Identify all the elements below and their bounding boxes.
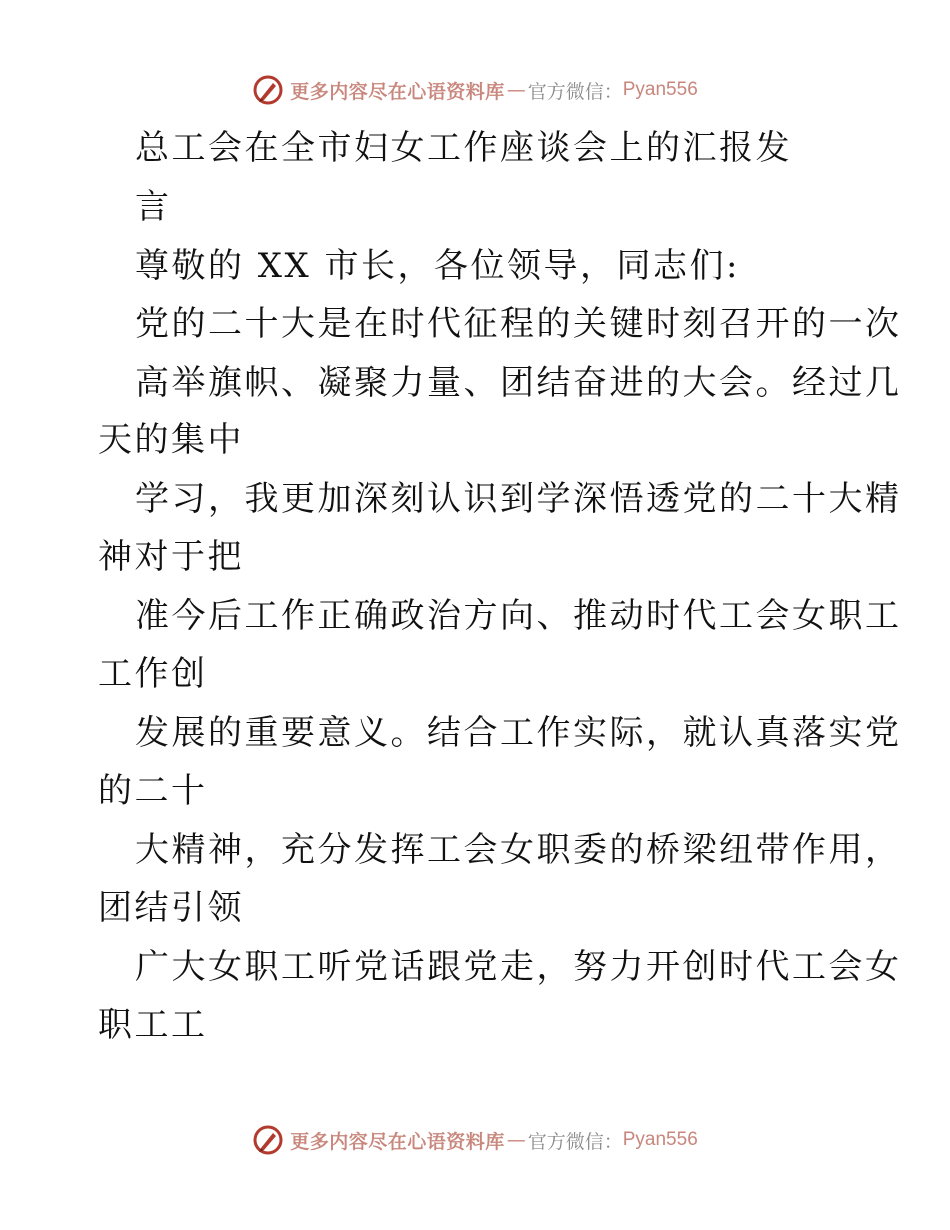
watermark-brand: 更多内容尽在心语资料库 <box>290 80 505 103</box>
body-line: 党的二十大是在时代征程的关键时刻召开的一次 <box>135 304 902 344</box>
body-line: 天的集中 <box>98 420 244 460</box>
body-line: 大精神，充分发挥工会女职委的桥梁纽带作用， <box>135 830 902 870</box>
watermark-wechat-label: 官方微信： <box>527 1130 623 1153</box>
pen-logo-icon <box>252 1124 284 1156</box>
document-title-line-1: 总工会在全市妇女工作座谈会上的汇报发 <box>135 128 792 168</box>
pen-logo-icon <box>252 74 284 106</box>
watermark-banner-top <box>0 70 950 110</box>
body-line: 准今后工作正确政治方向、推动时代工会女职工 <box>135 596 902 636</box>
body-line: 广大女职工听党话跟党走，努力开创时代工会女 <box>135 947 902 987</box>
watermark-wechat-label: 官方微信： <box>527 80 623 103</box>
watermark-wechat-id: Pyan556 <box>622 1129 698 1150</box>
document-salutation: 尊敬的 XX 市长，各位领导，同志们: <box>135 246 740 286</box>
body-line: 高举旗帜、凝聚力量、团结奋进的大会。经过几 <box>135 363 902 403</box>
body-line: 工作创 <box>98 654 208 694</box>
watermark-wechat-id: Pyan556 <box>622 79 698 100</box>
document-title-line-2: 言 <box>135 187 172 227</box>
body-line: 职工工 <box>98 1005 208 1045</box>
body-line: 发展的重要意义。结合工作实际，就认真落实党 <box>135 713 902 753</box>
body-line: 神对于把 <box>98 537 244 577</box>
watermark-banner-bottom <box>0 1120 950 1160</box>
body-line: 的二十 <box>98 771 208 811</box>
watermark-brand: 更多内容尽在心语资料库 <box>290 1130 505 1153</box>
body-line: 学习，我更加深刻认识到学深悟透党的二十大精 <box>135 479 902 519</box>
watermark-separator: — <box>506 1129 526 1151</box>
body-line: 团结引领 <box>98 888 244 928</box>
watermark-separator: — <box>506 79 526 101</box>
